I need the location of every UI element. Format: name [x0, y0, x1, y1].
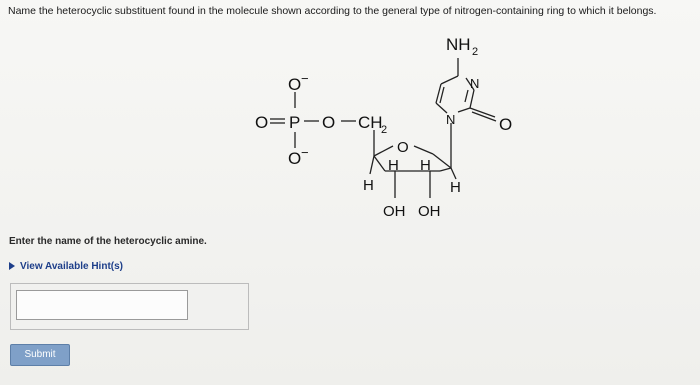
hydrogen-label: H: [388, 157, 399, 174]
hydroxyl-label: OH: [418, 203, 441, 220]
phosphate-oxygen-label: O: [288, 149, 302, 168]
view-hints-link[interactable]: [9, 261, 123, 272]
methylene-label: CH: [358, 113, 383, 132]
question-text: Name the heterocyclic substituent found in the molecule shown according to the general type of nitrogen-containing ring to which it belongs.: [8, 5, 657, 17]
amino-group-label: NH: [446, 35, 471, 54]
methylene-subscript: 2: [381, 124, 388, 136]
phosphorus-label: P: [289, 113, 301, 132]
expand-triangle-icon: [9, 262, 15, 270]
ring-nitrogen-label: N: [470, 76, 480, 91]
hydroxyl-label: OH: [383, 203, 406, 220]
ester-oxygen-label: O: [322, 113, 336, 132]
answer-input[interactable]: [16, 290, 188, 320]
phosphate-oxygen-label: O: [255, 113, 269, 132]
molecule-structure: [240, 28, 540, 228]
molecule-diagram: [240, 28, 540, 228]
answer-prompt: Enter the name of the heterocyclic amine.: [9, 236, 207, 247]
amino-group-subscript: 2: [472, 46, 479, 58]
submit-button[interactable]: Submit: [10, 344, 70, 366]
hydrogen-label: H: [450, 179, 461, 196]
phosphate-oxygen-label: O: [288, 75, 302, 94]
hydrogen-label: H: [363, 177, 374, 194]
negative-charge-label: −: [301, 71, 309, 86]
negative-charge-label: −: [301, 145, 309, 160]
ring-nitrogen-label: N: [446, 112, 456, 127]
hint-label: View Available Hint(s): [20, 261, 123, 272]
carbonyl-oxygen-label: O: [499, 115, 513, 134]
hydrogen-label: H: [420, 157, 431, 174]
ring-oxygen-label: O: [397, 139, 409, 156]
answer-container: [10, 283, 249, 330]
